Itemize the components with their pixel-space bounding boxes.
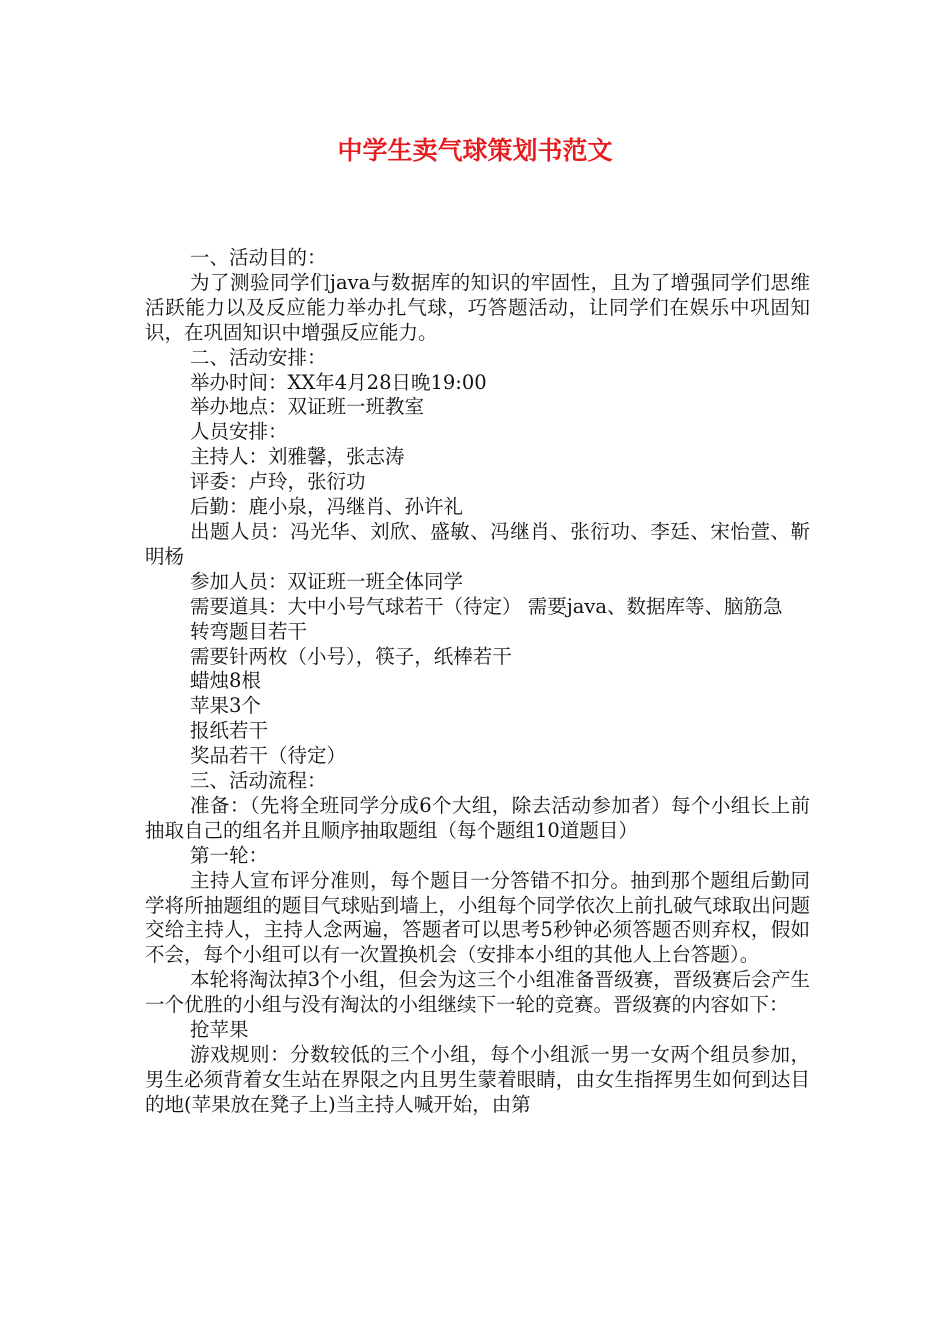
paragraph: 抢苹果: [190, 1018, 249, 1042]
paragraph: 三、活动流程：: [190, 769, 327, 793]
paragraph: 评委：卢玲，张衍功: [190, 470, 366, 494]
paragraph: 为了测验同学们java与数据库的知识的牢固性，且为了增强同学们思维活跃能力以及反应能力举办扎气球，巧答题活动，让同学们在娱乐中巩固知识，在巩固知识中增强反应能力。: [145, 270, 810, 344]
paragraph: 苹果3个: [190, 694, 261, 718]
paragraph: 奖品若干（待定）: [190, 744, 347, 768]
paragraph: 后勤：鹿小泉，冯继肖、孙许礼: [190, 495, 464, 519]
paragraph: 需要针两枚（小号），筷子，纸棒若干: [190, 644, 512, 668]
document-title: 中学生卖气球策划书范文: [337, 136, 613, 165]
paragraph: 第一轮：: [190, 843, 269, 867]
document-body: [145, 246, 810, 1118]
paragraph: 准备：（先将全班同学分成6个大组，除去活动参加者）每个小组长上前抽取自己的组名并且顺序抽取题组（每个题组10道题目）: [145, 793, 810, 842]
paragraph: 人员安排：: [190, 420, 288, 444]
paragraph: 参加人员：双证班一班全体同学: [190, 569, 464, 593]
paragraph: 主持人宣布评分准则，每个题目一分答错不扣分。抽到那个题组后勤同学将所抽题组的题目气球贴到墙上，小组每个同学依次上前扎破气球取出问题交给主持人，主持人念两遍，答题者可以思考5秒钟必须答题否则弃权，假如不会，每个小组可以有一次置换机会（安排本小组的其他人上台答题）。: [145, 868, 810, 967]
paragraph: 蜡烛8根: [190, 669, 261, 693]
paragraph: 转弯题目若干: [190, 619, 308, 643]
paragraph: 一、活动目的：: [190, 246, 327, 269]
paragraph: 举办地点：双证班一班教室: [190, 395, 425, 419]
paragraph: 本轮将淘汰掉3个小组，但会为这三个小组准备晋级赛，晋级赛后会产生一个优胜的小组与没有淘汰的小组继续下一轮的竞赛。晋级赛的内容如下：: [145, 968, 810, 1017]
paragraph: 出题人员：冯光华、刘欣、盛敏、冯继肖、张衍功、李廷、宋怡萱、靳明杨: [145, 519, 810, 568]
paragraph: 报纸若干: [190, 719, 269, 743]
paragraph: 需要道具：大中小号气球若干（待定） 需要java、数据库等、脑筋急: [190, 594, 783, 618]
paragraph: 主持人：刘雅馨，张志涛: [190, 445, 405, 469]
paragraph: 举办时间：XX年4月28日晚19:00: [190, 370, 487, 394]
paragraph: 二、活动安排：: [190, 345, 327, 369]
paragraph: 游戏规则：分数较低的三个小组，每个小组派一男一女两个组员参加，男生必须背着女生站在界限之内且男生蒙着眼睛，由女生指挥男生如何到达目的地(苹果放在凳子上)当主持人喊开始，由第: [145, 1043, 810, 1116]
